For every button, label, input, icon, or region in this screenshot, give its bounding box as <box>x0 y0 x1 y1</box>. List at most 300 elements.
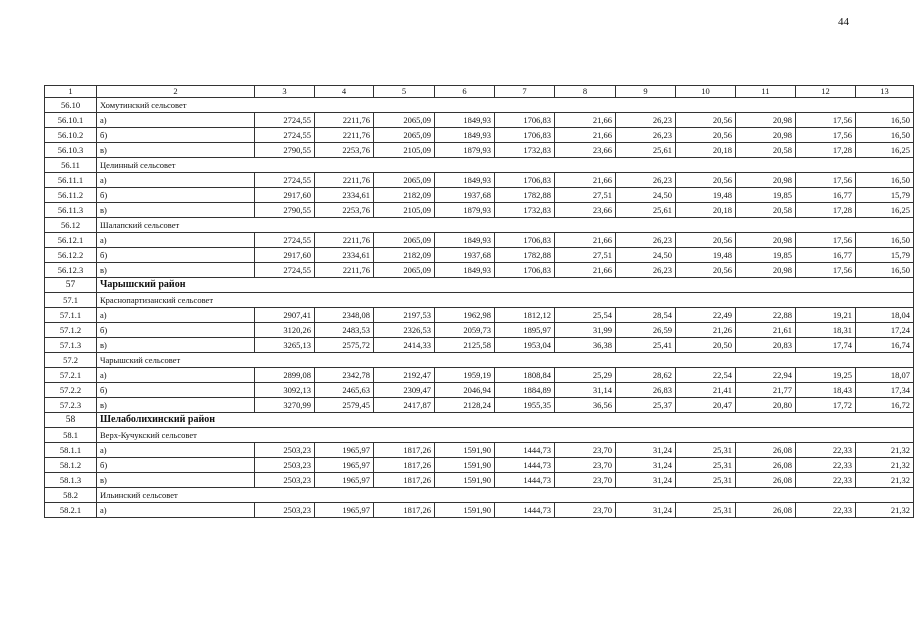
value-cell: 26,59 <box>616 323 676 338</box>
value-cell: 31,99 <box>555 323 616 338</box>
value-cell: 22,49 <box>676 308 736 323</box>
row-code: 57 <box>45 278 97 293</box>
district-row <box>45 278 914 293</box>
value-cell: 17,56 <box>796 113 856 128</box>
value-cell: 36,56 <box>555 398 616 413</box>
value-cell: 20,18 <box>676 203 736 218</box>
value-cell: 2211,76 <box>315 173 374 188</box>
value-cell: 16,77 <box>796 248 856 263</box>
table-row <box>45 263 914 278</box>
value-cell: 16,50 <box>856 263 914 278</box>
district-name: Шелаболихинский район <box>97 413 914 428</box>
value-cell: 1444,73 <box>495 458 555 473</box>
column-header: 11 <box>736 86 796 98</box>
value-cell: 16,25 <box>856 203 914 218</box>
row-variant: б) <box>97 128 255 143</box>
row-variant: а) <box>97 233 255 248</box>
value-cell: 21,66 <box>555 263 616 278</box>
value-cell: 1591,90 <box>435 443 495 458</box>
value-cell: 15,79 <box>856 248 914 263</box>
value-cell: 25,37 <box>616 398 676 413</box>
value-cell: 2065,09 <box>374 233 435 248</box>
row-code: 57.1.3 <box>45 338 97 353</box>
district-row <box>45 413 914 428</box>
value-cell: 2197,53 <box>374 308 435 323</box>
value-cell: 26,23 <box>616 128 676 143</box>
value-cell: 1849,93 <box>435 128 495 143</box>
value-cell: 26,23 <box>616 113 676 128</box>
row-variant: в) <box>97 263 255 278</box>
row-variant: б) <box>97 323 255 338</box>
value-cell: 1591,90 <box>435 503 495 518</box>
value-cell: 16,25 <box>856 143 914 158</box>
value-cell: 20,58 <box>736 203 796 218</box>
column-header: 9 <box>616 86 676 98</box>
value-cell: 1706,83 <box>495 233 555 248</box>
value-cell: 28,54 <box>616 308 676 323</box>
value-cell: 1849,93 <box>435 263 495 278</box>
value-cell: 21,66 <box>555 128 616 143</box>
row-code: 57.2 <box>45 353 97 368</box>
row-code: 58.2 <box>45 488 97 503</box>
row-variant: б) <box>97 248 255 263</box>
value-cell: 25,61 <box>616 203 676 218</box>
value-cell: 2105,09 <box>374 143 435 158</box>
row-variant: б) <box>97 383 255 398</box>
row-variant: а) <box>97 368 255 383</box>
value-cell: 20,98 <box>736 173 796 188</box>
value-cell: 1732,83 <box>495 143 555 158</box>
row-code: 57.2.2 <box>45 383 97 398</box>
column-header: 1 <box>45 86 97 98</box>
value-cell: 2579,45 <box>315 398 374 413</box>
value-cell: 21,61 <box>736 323 796 338</box>
value-cell: 31,24 <box>616 473 676 488</box>
value-cell: 2503,23 <box>255 473 315 488</box>
column-header: 3 <box>255 86 315 98</box>
value-cell: 18,07 <box>856 368 914 383</box>
tariff-table <box>44 85 914 518</box>
value-cell: 17,74 <box>796 338 856 353</box>
value-cell: 2065,09 <box>374 173 435 188</box>
value-cell: 16,77 <box>796 188 856 203</box>
value-cell: 20,98 <box>736 263 796 278</box>
value-cell: 3265,13 <box>255 338 315 353</box>
value-cell: 19,85 <box>736 188 796 203</box>
header-row <box>45 86 914 98</box>
column-header: 10 <box>676 86 736 98</box>
value-cell: 2128,24 <box>435 398 495 413</box>
row-code: 58.1.3 <box>45 473 97 488</box>
value-cell: 26,08 <box>736 503 796 518</box>
row-code: 57.2.1 <box>45 368 97 383</box>
value-cell: 22,33 <box>796 443 856 458</box>
value-cell: 17,28 <box>796 203 856 218</box>
value-cell: 25,31 <box>676 458 736 473</box>
column-header: 5 <box>374 86 435 98</box>
row-code: 56.10.1 <box>45 113 97 128</box>
row-code: 56.10 <box>45 98 97 113</box>
table-row <box>45 443 914 458</box>
row-code: 56.11.3 <box>45 203 97 218</box>
value-cell: 19,48 <box>676 248 736 263</box>
settlement-name: Ильинский сельсовет <box>97 488 914 503</box>
value-cell: 19,21 <box>796 308 856 323</box>
value-cell: 1812,12 <box>495 308 555 323</box>
value-cell: 26,08 <box>736 473 796 488</box>
value-cell: 25,41 <box>616 338 676 353</box>
value-cell: 1879,93 <box>435 143 495 158</box>
value-cell: 20,56 <box>676 263 736 278</box>
value-cell: 1706,83 <box>495 263 555 278</box>
value-cell: 19,48 <box>676 188 736 203</box>
value-cell: 2342,78 <box>315 368 374 383</box>
row-code: 56.12.1 <box>45 233 97 248</box>
value-cell: 1965,97 <box>315 443 374 458</box>
row-variant: б) <box>97 188 255 203</box>
value-cell: 17,72 <box>796 398 856 413</box>
value-cell: 24,50 <box>616 188 676 203</box>
value-cell: 2065,09 <box>374 263 435 278</box>
value-cell: 17,28 <box>796 143 856 158</box>
value-cell: 23,70 <box>555 458 616 473</box>
settlement-name: Шалапский сельсовет <box>97 218 914 233</box>
value-cell: 2575,72 <box>315 338 374 353</box>
value-cell: 2724,55 <box>255 128 315 143</box>
table-row <box>45 368 914 383</box>
value-cell: 27,51 <box>555 188 616 203</box>
row-variant: а) <box>97 503 255 518</box>
value-cell: 23,66 <box>555 143 616 158</box>
column-header: 2 <box>97 86 255 98</box>
table-row <box>45 473 914 488</box>
value-cell: 2211,76 <box>315 113 374 128</box>
value-cell: 1591,90 <box>435 473 495 488</box>
value-cell: 1937,68 <box>435 248 495 263</box>
value-cell: 18,31 <box>796 323 856 338</box>
value-cell: 2790,55 <box>255 203 315 218</box>
value-cell: 1444,73 <box>495 503 555 518</box>
value-cell: 21,77 <box>736 383 796 398</box>
value-cell: 2503,23 <box>255 443 315 458</box>
value-cell: 26,08 <box>736 443 796 458</box>
value-cell: 25,61 <box>616 143 676 158</box>
value-cell: 22,54 <box>676 368 736 383</box>
section-row <box>45 293 914 308</box>
value-cell: 2724,55 <box>255 173 315 188</box>
value-cell: 19,85 <box>736 248 796 263</box>
row-code: 56.12.3 <box>45 263 97 278</box>
section-row <box>45 218 914 233</box>
value-cell: 2724,55 <box>255 263 315 278</box>
value-cell: 1444,73 <box>495 443 555 458</box>
table-row <box>45 308 914 323</box>
row-code: 58.1 <box>45 428 97 443</box>
value-cell: 1953,04 <box>495 338 555 353</box>
value-cell: 1817,26 <box>374 443 435 458</box>
value-cell: 20,56 <box>676 173 736 188</box>
table-row <box>45 173 914 188</box>
value-cell: 1849,93 <box>435 173 495 188</box>
value-cell: 31,24 <box>616 503 676 518</box>
column-header: 4 <box>315 86 374 98</box>
row-code: 57.1 <box>45 293 97 308</box>
value-cell: 25,29 <box>555 368 616 383</box>
value-cell: 2182,09 <box>374 248 435 263</box>
value-cell: 16,50 <box>856 173 914 188</box>
value-cell: 20,50 <box>676 338 736 353</box>
value-cell: 1782,88 <box>495 188 555 203</box>
value-cell: 2465,63 <box>315 383 374 398</box>
value-cell: 2483,53 <box>315 323 374 338</box>
settlement-name: Чарышский сельсовет <box>97 353 914 368</box>
value-cell: 2334,61 <box>315 248 374 263</box>
value-cell: 1959,19 <box>435 368 495 383</box>
value-cell: 2182,09 <box>374 188 435 203</box>
row-variant: б) <box>97 458 255 473</box>
value-cell: 1782,88 <box>495 248 555 263</box>
row-variant: в) <box>97 338 255 353</box>
table-row <box>45 233 914 248</box>
value-cell: 3120,26 <box>255 323 315 338</box>
value-cell: 20,83 <box>736 338 796 353</box>
value-cell: 2253,76 <box>315 203 374 218</box>
table-row <box>45 398 914 413</box>
value-cell: 21,66 <box>555 113 616 128</box>
value-cell: 16,72 <box>856 398 914 413</box>
value-cell: 2334,61 <box>315 188 374 203</box>
table-row <box>45 113 914 128</box>
value-cell: 1444,73 <box>495 473 555 488</box>
settlement-name: Хомутинский сельсовет <box>97 98 914 113</box>
column-header: 8 <box>555 86 616 98</box>
value-cell: 21,26 <box>676 323 736 338</box>
value-cell: 21,66 <box>555 233 616 248</box>
value-cell: 31,14 <box>555 383 616 398</box>
value-cell: 21,66 <box>555 173 616 188</box>
value-cell: 23,70 <box>555 503 616 518</box>
value-cell: 27,51 <box>555 248 616 263</box>
value-cell: 1895,97 <box>495 323 555 338</box>
value-cell: 25,31 <box>676 503 736 518</box>
value-cell: 1955,35 <box>495 398 555 413</box>
table-row <box>45 203 914 218</box>
value-cell: 17,56 <box>796 128 856 143</box>
table-row <box>45 503 914 518</box>
row-variant: в) <box>97 143 255 158</box>
value-cell: 21,32 <box>856 443 914 458</box>
value-cell: 1706,83 <box>495 113 555 128</box>
value-cell: 17,56 <box>796 263 856 278</box>
value-cell: 2065,09 <box>374 113 435 128</box>
value-cell: 20,98 <box>736 113 796 128</box>
value-cell: 2790,55 <box>255 143 315 158</box>
value-cell: 2907,41 <box>255 308 315 323</box>
value-cell: 25,31 <box>676 443 736 458</box>
value-cell: 23,70 <box>555 473 616 488</box>
value-cell: 1965,97 <box>315 458 374 473</box>
row-code: 58.1.2 <box>45 458 97 473</box>
row-code: 56.12.2 <box>45 248 97 263</box>
section-row <box>45 353 914 368</box>
value-cell: 1591,90 <box>435 458 495 473</box>
settlement-name: Целинный сельсовет <box>97 158 914 173</box>
value-cell: 23,70 <box>555 443 616 458</box>
value-cell: 3270,99 <box>255 398 315 413</box>
settlement-name: Краснопартизанский сельсовет <box>97 293 914 308</box>
table-body <box>45 86 914 518</box>
value-cell: 17,56 <box>796 233 856 248</box>
row-code: 58.2.1 <box>45 503 97 518</box>
value-cell: 2917,60 <box>255 248 315 263</box>
value-cell: 2211,76 <box>315 233 374 248</box>
value-cell: 1879,93 <box>435 203 495 218</box>
row-code: 56.11 <box>45 158 97 173</box>
value-cell: 1849,93 <box>435 233 495 248</box>
value-cell: 2211,76 <box>315 263 374 278</box>
column-header: 12 <box>796 86 856 98</box>
value-cell: 2065,09 <box>374 128 435 143</box>
section-row <box>45 488 914 503</box>
value-cell: 21,32 <box>856 503 914 518</box>
district-name: Чарышский район <box>97 278 914 293</box>
table-row <box>45 128 914 143</box>
page-number: 44 <box>838 16 849 28</box>
table-row <box>45 248 914 263</box>
value-cell: 2192,47 <box>374 368 435 383</box>
row-code: 58 <box>45 413 97 428</box>
value-cell: 2125,58 <box>435 338 495 353</box>
value-cell: 20,56 <box>676 113 736 128</box>
row-code: 58.1.1 <box>45 443 97 458</box>
row-variant: в) <box>97 203 255 218</box>
value-cell: 20,56 <box>676 128 736 143</box>
value-cell: 2917,60 <box>255 188 315 203</box>
value-cell: 20,18 <box>676 143 736 158</box>
value-cell: 28,62 <box>616 368 676 383</box>
row-code: 57.1.1 <box>45 308 97 323</box>
value-cell: 2417,87 <box>374 398 435 413</box>
row-variant: а) <box>97 173 255 188</box>
row-code: 56.11.2 <box>45 188 97 203</box>
row-variant: в) <box>97 473 255 488</box>
value-cell: 23,66 <box>555 203 616 218</box>
value-cell: 1706,83 <box>495 128 555 143</box>
value-cell: 2211,76 <box>315 128 374 143</box>
value-cell: 1937,68 <box>435 188 495 203</box>
value-cell: 2503,23 <box>255 458 315 473</box>
settlement-name: Верх-Кучукский сельсовет <box>97 428 914 443</box>
row-variant: а) <box>97 308 255 323</box>
row-variant: в) <box>97 398 255 413</box>
value-cell: 18,04 <box>856 308 914 323</box>
section-row <box>45 428 914 443</box>
value-cell: 22,33 <box>796 458 856 473</box>
value-cell: 1808,84 <box>495 368 555 383</box>
table-row <box>45 338 914 353</box>
value-cell: 2348,08 <box>315 308 374 323</box>
value-cell: 31,24 <box>616 443 676 458</box>
value-cell: 36,38 <box>555 338 616 353</box>
value-cell: 26,23 <box>616 173 676 188</box>
table-row <box>45 143 914 158</box>
value-cell: 20,98 <box>736 233 796 248</box>
value-cell: 22,94 <box>736 368 796 383</box>
value-cell: 17,24 <box>856 323 914 338</box>
value-cell: 3092,13 <box>255 383 315 398</box>
value-cell: 26,08 <box>736 458 796 473</box>
value-cell: 21,41 <box>676 383 736 398</box>
row-code: 57.2.3 <box>45 398 97 413</box>
value-cell: 20,56 <box>676 233 736 248</box>
value-cell: 2414,33 <box>374 338 435 353</box>
value-cell: 26,23 <box>616 263 676 278</box>
value-cell: 1965,97 <box>315 503 374 518</box>
value-cell: 24,50 <box>616 248 676 263</box>
value-cell: 16,74 <box>856 338 914 353</box>
table-row <box>45 383 914 398</box>
value-cell: 1817,26 <box>374 503 435 518</box>
value-cell: 1706,83 <box>495 173 555 188</box>
value-cell: 16,50 <box>856 113 914 128</box>
value-cell: 20,47 <box>676 398 736 413</box>
value-cell: 17,34 <box>856 383 914 398</box>
value-cell: 2059,73 <box>435 323 495 338</box>
value-cell: 2724,55 <box>255 113 315 128</box>
row-code: 56.11.1 <box>45 173 97 188</box>
value-cell: 18,43 <box>796 383 856 398</box>
value-cell: 22,88 <box>736 308 796 323</box>
value-cell: 1849,93 <box>435 113 495 128</box>
row-variant: а) <box>97 443 255 458</box>
value-cell: 2503,23 <box>255 503 315 518</box>
value-cell: 21,32 <box>856 473 914 488</box>
value-cell: 2046,94 <box>435 383 495 398</box>
value-cell: 20,80 <box>736 398 796 413</box>
value-cell: 2724,55 <box>255 233 315 248</box>
row-code: 56.12 <box>45 218 97 233</box>
value-cell: 17,56 <box>796 173 856 188</box>
column-header: 13 <box>856 86 914 98</box>
value-cell: 16,50 <box>856 128 914 143</box>
value-cell: 19,25 <box>796 368 856 383</box>
value-cell: 20,58 <box>736 143 796 158</box>
value-cell: 1884,89 <box>495 383 555 398</box>
section-row <box>45 158 914 173</box>
value-cell: 25,54 <box>555 308 616 323</box>
value-cell: 22,33 <box>796 473 856 488</box>
value-cell: 2105,09 <box>374 203 435 218</box>
value-cell: 20,98 <box>736 128 796 143</box>
value-cell: 16,50 <box>856 233 914 248</box>
value-cell: 1732,83 <box>495 203 555 218</box>
table-row <box>45 458 914 473</box>
section-row <box>45 98 914 113</box>
value-cell: 25,31 <box>676 473 736 488</box>
table-row <box>45 323 914 338</box>
value-cell: 1817,26 <box>374 473 435 488</box>
value-cell: 2253,76 <box>315 143 374 158</box>
value-cell: 1817,26 <box>374 458 435 473</box>
row-variant: а) <box>97 113 255 128</box>
row-code: 57.1.2 <box>45 323 97 338</box>
value-cell: 22,33 <box>796 503 856 518</box>
value-cell: 26,83 <box>616 383 676 398</box>
value-cell: 21,32 <box>856 458 914 473</box>
value-cell: 2309,47 <box>374 383 435 398</box>
value-cell: 2899,08 <box>255 368 315 383</box>
value-cell: 31,24 <box>616 458 676 473</box>
